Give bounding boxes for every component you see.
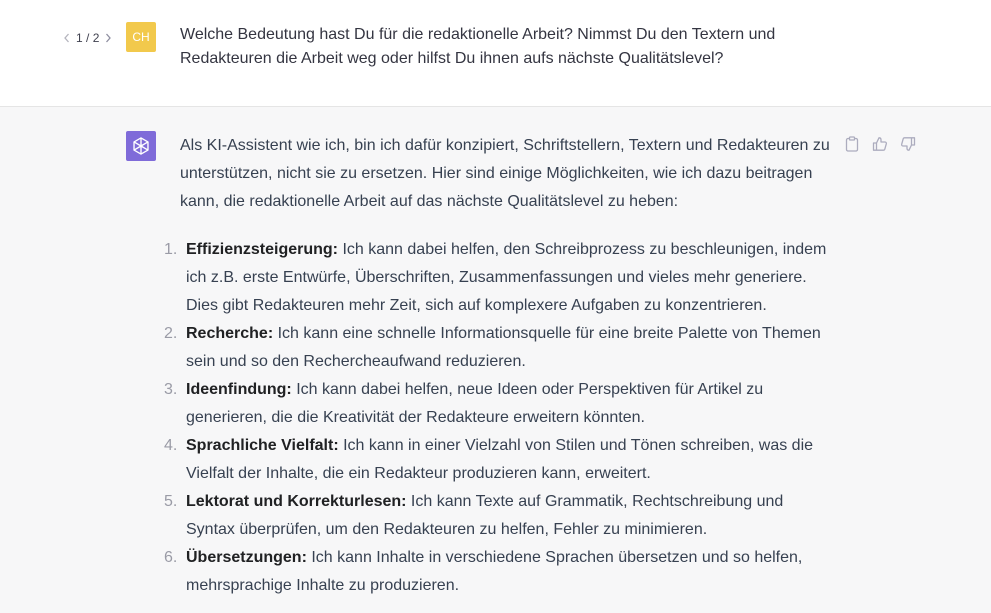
list-number: 5. xyxy=(164,493,178,510)
user-avatar: CH xyxy=(126,22,156,52)
list-number: 6. xyxy=(164,549,178,566)
list-item-title: Übersetzungen: xyxy=(186,549,307,566)
chevron-right-icon[interactable] xyxy=(103,30,113,46)
assistant-message-row xyxy=(0,107,991,613)
list-item-title: Ideenfindung: xyxy=(186,381,292,398)
message-actions xyxy=(843,135,917,153)
list-item xyxy=(164,376,832,432)
list-item-text: Ich kann dabei helfen, den Schreibprozess zu beschleunigen, indem ich z.B. erste Entwürfe, Überschriften, Zusammenfassungen und vieles mehr generiere. Dies gibt Redakteuren mehr Zeit, sich auf komplexere Aufgaben zu konzentrieren. xyxy=(186,241,827,314)
list-item-title: Recherche: xyxy=(186,325,274,342)
list-item-title: Sprachliche Vielfalt: xyxy=(186,437,339,454)
user-message-row xyxy=(0,0,991,107)
chevron-left-icon[interactable] xyxy=(62,30,72,46)
list-number: 2. xyxy=(164,325,178,342)
pager-current: 1 xyxy=(76,31,83,45)
response-pager xyxy=(62,30,113,46)
list-item xyxy=(164,544,832,600)
pager-separator: / xyxy=(82,31,93,45)
list-item xyxy=(164,488,832,544)
list-item-text: Ich kann Inhalte in verschiedene Sprachen übersetzen und so helfen, mehrsprachige Inhalte zu produzieren. xyxy=(186,549,803,594)
thumbs-down-icon[interactable] xyxy=(899,135,917,153)
assistant-avatar xyxy=(126,131,156,161)
list-item xyxy=(164,320,832,376)
assistant-list xyxy=(164,236,832,600)
list-item xyxy=(164,236,832,320)
pager-total: 2 xyxy=(92,31,100,45)
list-item-title: Effizienzsteigerung: xyxy=(186,241,339,258)
list-item-text: Ich kann in einer Vielzahl von Stilen und Tönen schreiben, was die Vielfalt der Inhalte, die ein Redakteur produzieren kann, erweitert. xyxy=(186,437,814,482)
list-item-text: Ich kann eine schnelle Informationsquelle für eine breite Palette von Themen sein und so den Rechercheaufwand reduzieren. xyxy=(186,325,821,370)
openai-logo-icon xyxy=(130,135,152,157)
list-number: 1. xyxy=(164,241,178,258)
user-message-text: Welche Bedeutung hast Du für die redaktionelle Arbeit? Nimmst Du den Textern und Redakteuren die Arbeit weg oder hilfst Du ihnen aufs nächste Qualitätslevel? xyxy=(180,26,776,67)
list-item-title: Lektorat und Korrekturlesen: xyxy=(186,493,407,510)
list-number: 4. xyxy=(164,437,178,454)
assistant-message-content xyxy=(164,132,832,600)
assistant-intro: Als KI-Assistent wie ich, bin ich dafür konzipiert, Schriftstellern, Textern und Redakteuren zu unterstützen, nicht sie zu ersetzen. Hier sind einige Möglichkeiten, wie ich dazu beitragen kann, die redaktionelle Arbeit auf das nächste Qualitätslevel zu heben: xyxy=(180,137,830,210)
list-item xyxy=(164,432,832,488)
list-item-text: Ich kann Texte auf Grammatik, Rechtschreibung und Syntax überprüfen, um den Redakteuren zu helfen, Fehler zu minimieren. xyxy=(186,493,784,538)
thumbs-up-icon[interactable] xyxy=(871,135,889,153)
list-item-text: Ich kann dabei helfen, neue Ideen oder Perspektiven für Artikel zu generieren, die die Kreativität der Redakteure erweitern könnten. xyxy=(186,381,764,426)
pager-count xyxy=(76,31,99,45)
list-number: 3. xyxy=(164,381,178,398)
copy-icon[interactable] xyxy=(843,135,861,153)
